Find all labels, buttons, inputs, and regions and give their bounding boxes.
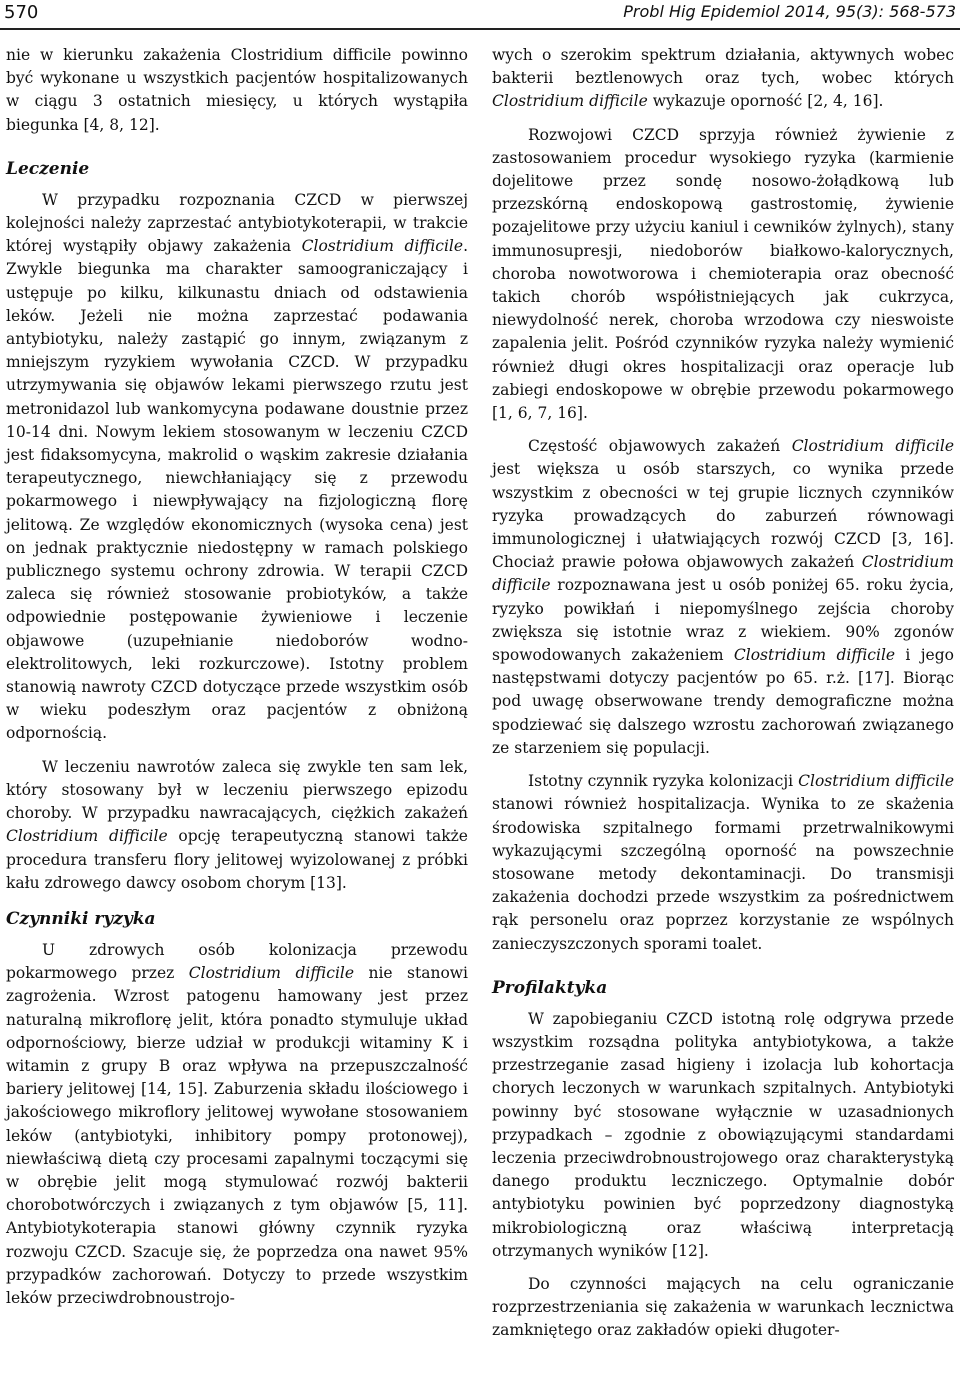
section-heading-czynniki-ryzyka: Czynniki ryzyka [6,908,156,929]
paragraph-zywienie: Rozwojowi CZCD sprzyja również żywienie z zastosowaniem procedur wysokiego ryzyka (karmienie dojelitowe przez sondę nosowo-żołądkową lub przezskórną endoskopową gastrostomię, żywienie pozajelitowe przy użyciu kaniul i cewników żylnych), stany immunosupresji, niedoborów białkowo-kalorycznych, choroba nowotworowa i chemioterapia oraz obecność takich chorób współistniejących jak cukrzyca, niewydolność nerek, choroba wrzodowa czy nieswoiste zapalenia jelit. Pośród czynników ryzyka należy wymienić również długi okres hospitalizacji oraz operacje lub zabiegi endoskopowe w obrębie przewodu pokarmowego [1, 6, 7, 16]. [492,125,954,423]
paragraph-czynniki-ryzyka: U zdrowych osób kolonizacja przewodu pokarmowego przez Clostridium difficile nie stanowi zagrożenia. Wzrost patogenu hamowany jest przez naturalną mikroflorę jelit, która ponadto stymuluje układ odpornościowy, bierze udział w produkcji witaminy K i witamin z grupy B oraz wpływa na przepuszczalność bariery jelitowej [14, 15]. Zaburzenia składu ilościowego i jakościowego mikroflory jelitowej wywołane stosowaniem leków (antybiotyki, inhibitory pompy protonowej), niewłaściwą dietą czy procesami zapalnymi toczącymi się w obrębie jelit mogą stymulować rozwój bakterii chorobotwórczych i związanych z tym objawów [5, 11]. Antybiotykoterapia stanowi główny czynnik ryzyka rozwoju CZCD. Szacuje się, że poprzedza ona nawet 95% przypadków zachorowań. Dotyczy to przede wszystkim leków przeciwdrobnoustrojo- [6,940,469,1307]
paragraph-intro-continuation: nie w kierunku zakażenia Clostridium difficile powinno być wykonane u wszystkich pacjentów hospitalizowanych w ciągu 3 ostatnich miesięcy, u których wystąpiła biegunka [4, 8, 12]. [6,46,468,134]
paragraph-czestosc: Częstość objawowych zakażeń Clostridium difficile jest większa u osób starszych, co wynika przede wszystkim z obecności w tej grupie licznych czynników ryzyka prowadzących do zaburzeń równowagi immunologicznej i ułatwiających rozwój CZCD [3, 16]. Chociaż prawie połowa objawowych zakażeń Clostridium difficile rozpoznawana jest u osób poniżej 65. roku życia, ryzyko powikłań i niepomyślnego zejścia choroby zwiększa się istotnie wraz z wiekiem. 90% zgonów spowodowanych zakażeniem Clostridium difficile i jego następstwami dotyczy pacjentów po 65. r.ż. [17]. Biorąc pod uwagę obserwowane trendy demograficzne można spodziewać się dalszego wzrostu zachorowań związanego ze starzeniem się populacji. [492,437,954,757]
paragraph-profilaktyka: W zapobieganiu CZCD istotną rolę odgrywa przede wszystkim rozsądna polityka antybiotykowa, a także przestrzeganie zasad higieny i izolacja lub kohortacja chorych leczonych w warunkach szpitalnych. Antybiotyki powinny być stosowane wyłącznie w uzasadnionych przypadkach – zgodnie z obowiązującymi standardami leczenia przeciwdrobnoustrojowego oraz charakterystyką danego produktu leczniczego. Optymalnie dobór antybiotyku powinien być poprzedzony diagnostyką mikrobiologiczną oraz właściwą interpretacją otrzymanych wyników [12]. [492,1009,954,1260]
section-heading-profilaktyka: Profilaktyka [492,977,608,998]
journal-citation: Probl Hig Epidemiol 2014, 95(3): 568-573 [623,2,956,21]
section-heading-leczenie: Leczenie [6,158,90,179]
paragraph-hospitalizacja: Istotny czynnik ryzyka kolonizacji Clostridium difficile stanowi również hospitalizacja. Wynika to ze skażenia środowiska szpitalnego formami przetrwalnikowymi wykazującymi szczególną oporność na powszechnie stosowane metody dekontaminacji. Do transmisji zakażenia dochodzi przede wszystkim za pośrednictwem rąk personelu oraz poprzez korzystanie ze wspólnych zanieczyszczonych sporami toalet. [492,772,954,953]
paragraph-leczenie-nawroty: W leczeniu nawrotów zaleca się zwykle ten sam lek, który stosowany był w leczeniu pierwszego epizodu choroby. W przypadku nawracających, ciężkich zakażeń Clostridium difficile opcję terapeutyczną stanowi także procedura transferu flory jelitowej wyizolowanej z próbki kału zdrowego dawcy osobom chorym [13]. [6,757,468,892]
right-column [492,44,954,1343]
left-column [6,44,468,1310]
paragraph-leczenie-main: W przypadku rozpoznania CZCD w pierwszej kolejności należy zaprzestać antybiotykoterapii, w trakcie której wystąpiły objawy zakażenia Clostridium difficile. Zwykle biegunka ma charakter samoograniczający i ustępuje po kilku, kilkunastu dniach od odstawienia leków. Jeżeli nie można zaprzestać podawania antybiotyku, należy zastąpić go innym, związanym z mniejszym ryzykiem wywołania CZCD. W przypadku utrzymywania się objawów lekami pierwszego rzutu jest metronidazol lub wankomycyna podawane doustnie przez 10-14 dni. Nowym lekiem stosowanym w leczeniu CZCD jest fidaksomycyna, makrolid o wąskim zakresie działania terapeutycznego, niewchłaniający się z przewodu pokarmowego i niewpływający na fizjologiczną florę jelitową. Ze względów ekonomicznych (wysoka cena) jest on jednak praktycznie niedostępny w ramach polskiego publicznego systemu ochrony zdrowia. W terapii CZCD zaleca się również stosowanie probiotyków, a także odpowiednie postępowanie żywieniowe i leczenie objawowe (uzupełnianie niedoborów wodno-elektrolitowych, leki rozkurczowe). Istotny problem stanowią nawroty CZCD dotyczące przede wszystkim osób w wieku podeszłym oraz pacjentów z obniżoną odpornością. [6,190,468,743]
page-header [0,0,960,30]
page-number: 570 [4,2,39,23]
paragraph-right-continuation: wych o szerokim spektrum działania, aktywnych wobec bakterii beztlenowych oraz tych, wobec których Clostridium difficile wykazuje oporność [2, 4, 16]. [492,46,954,111]
paragraph-ograniczanie: Do czynności mających na celu ograniczanie rozprzestrzeniania się zakażenia w warunkach lecznictwa zamkniętego oraz zakładów opieki długoter- [492,1274,954,1340]
